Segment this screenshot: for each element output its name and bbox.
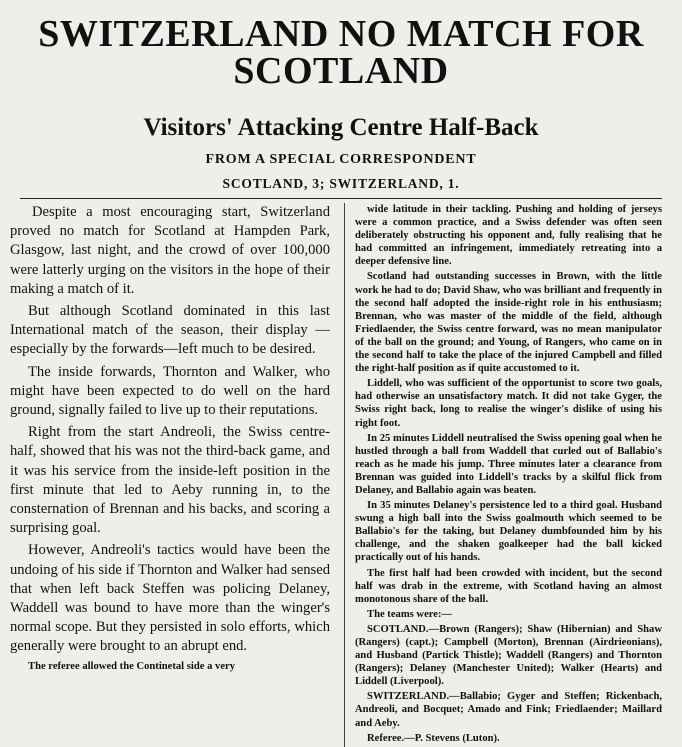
paragraph: The first half had been crowded with incident, but the second half was drab in the extreme, with Scotland having an almost monotonous share of the ball.: [355, 567, 662, 605]
team-list: SCOTLAND.—Brown (Rangers); Shaw (Hibernian) and Shaw (Rangers) (capt.); Campbell (Morton), Brennan (Airdrieonians), and Husband (Partick Thistle); Waddell (Rangers) and Thornton (Rangers); Delaney (Manchester United); Walker (Hearts) and Liddell (Liverpool).: [355, 623, 662, 688]
headline-line-2: SCOTLAND: [233, 50, 449, 92]
paragraph: However, Andreoli's tactics would have been the undoing of his side if Thornton and Walker had sensed that when left back Steffen was policing Delaney, Waddell was bound to have more than the winger's normal scope. But they persisted in solo efforts, which generally were brought to an abrupt end.: [10, 542, 330, 655]
paragraph: Liddell, who was sufficient of the opportunist to score two goals, had otherwise an unsatisfactory match. It did not take Gyger, the Swiss right back, long to realise the winger's dislike of using his right foot.: [355, 378, 662, 429]
right-column: [344, 203, 662, 747]
paragraph: In 35 minutes Delaney's persistence led to a third goal. Husband swung a high ball into the Swiss goalmouth which seemed to be Ballabio's for the taking, but Delaney dumbfounded him by his challenge, and the shaken goalkeeper had the ball kicked practically out of his hands.: [355, 500, 662, 564]
subheadline: Visitors' Attacking Centre Half-Back: [143, 114, 539, 141]
paragraph: But although Scotland dominated in this last International match of the season, their display — especially by the forwards—left much to be desired.: [10, 303, 330, 358]
headline: [10, 0, 672, 90]
paragraph: The teams were:—: [367, 608, 453, 620]
paragraph: wide latitude in their tackling. Pushing and holding of jerseys were a common practice, and a Swiss defender was often seen deliberately obstructing his opponent and, fully realising that he had committed an infringement, immediately retreating into a deeper defensive line.: [355, 204, 662, 268]
referee-line: Referee.—P. Stevens (Luton).: [367, 732, 500, 744]
paragraph: The referee allowed the Continetal side a very: [28, 660, 236, 672]
byline: FROM A SPECIAL CORRESPONDENT: [205, 152, 477, 167]
team-list: SWITZERLAND.—Ballabio; Gyger and Steffen; Rickenbach, Andreoli, and Bocquet; Amado and Fink; Friedlaender; Maillard and Aeby.: [355, 691, 662, 729]
paragraph: Right from the start Andreoli, the Swiss centre-half, showed that his was not the third-back game, and it was his service from the inside-left position in the first minute that led to Aeby running in, to the consternation of Brennan and his backs, and scoring a surprising goal.: [10, 424, 330, 537]
headline-line-1: SWITZERLAND NO MATCH FOR: [38, 13, 644, 55]
paragraph: Despite a most encouraging start, Switzerland proved no match for Scotland at Hampden Park, Glasgow, last night, and the crowd of over 100,000 were latterly urging on the visitors in the hope of their making a match of it.: [10, 204, 330, 297]
paragraph: In 25 minutes Liddell neutralised the Swiss opening goal when he hustled through a ball from Waddell that curled out of Ballabio's reach as he made his jump. Three minutes later a clearance from Brennan was guided into Liddell's tracks by a skilful flick from Delaney, and Ballabio again was beaten.: [355, 432, 662, 496]
article-body: [10, 203, 672, 747]
paragraph: Scotland had outstanding successes in Brown, with the little work he had to do; David Shaw, who was brilliant and frequently in the second half adopted the inside-right role in his enthusiasm; Brennan, who was master of the middle of the field, although Friedlaender, the Swiss centre forward, was no mean manipulator of the ball on the ground; and Young, of Rangers, who came on in the second half to take the place of the injured Campbell and filled the right-half position as if quite accustomed to it.: [355, 271, 662, 375]
paragraph: The inside forwards, Thornton and Walker, who might have been expected to do well on the hard ground, signally failed to live up to their reputations.: [10, 363, 330, 419]
divider: [20, 198, 662, 199]
match-score: SCOTLAND, 3; SWITZERLAND, 1.: [222, 176, 460, 191]
left-column: [10, 203, 330, 747]
